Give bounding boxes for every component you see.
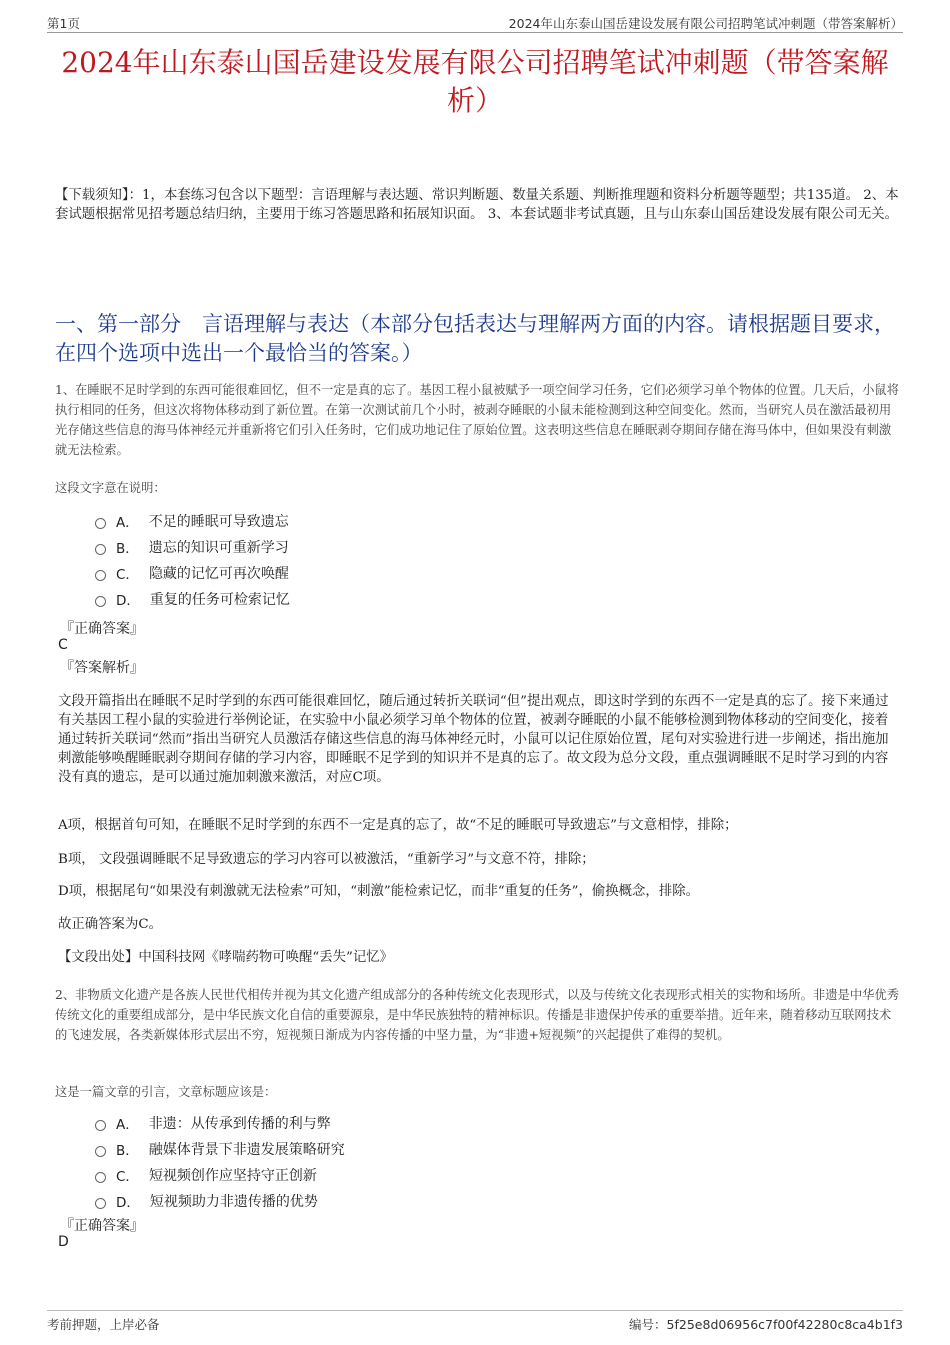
analysis-line-d: D项，根据尾句“如果没有刺激就无法检索”可知，“刺激”能检索记忆，而非“重复的任务”，偷换概念，排除。 bbox=[58, 884, 699, 899]
section-title: 一、第一部分 言语理解与表达（本部分包括表达与理解两方面的内容。请根据题目要求，在四个选项中选出一个最恰当的答案。） bbox=[55, 312, 895, 365]
option-text: 重复的任务可检索记忆 bbox=[149, 592, 290, 608]
option-text: 短视频创作应坚持守正创新 bbox=[148, 1168, 317, 1184]
option-letter: C． bbox=[116, 567, 139, 583]
option-letter: B． bbox=[116, 541, 139, 557]
analysis-line-b: B项， 文段强调睡眠不足导致遗忘的学习内容可以被激活，“重新学习”与文意不符，排除； bbox=[58, 852, 595, 867]
answer-value: C bbox=[58, 637, 68, 653]
code-value: 5f25e8d06956c7f00f42280c8ca4b1f3 bbox=[666, 1317, 903, 1332]
page-footer bbox=[47, 1310, 903, 1331]
analysis-label: 『答案解析』 bbox=[60, 660, 144, 676]
radio-icon[interactable] bbox=[95, 596, 106, 607]
option-b[interactable] bbox=[95, 534, 290, 560]
radio-icon[interactable] bbox=[95, 1120, 106, 1131]
question-2-prompt: 这是一篇文章的引言，文章标题应该是： bbox=[55, 1085, 277, 1099]
analysis-text: 文段开篇指出在睡眠不足时学到的东西可能很难回忆，随后通过转折关联词“但”提出观点，即这时学到的东西不一定是真的忘了。接下来通过有关基因工程小鼠的实验进行举例论证，在实验中小鼠必须学习单个物体的位置，被剥夺睡眠的小鼠不能够检测到物体移动的空间变化，接着通过转折关联词“然而”指出当研究人员激活存储这些信息的海马体神经元时，小鼠可以记住原始位置，尾句对实验进行进一步阐述，指出施加刺激能够唤醒睡眠剥夺期间存储的学习内容，即睡眠不足学到的知识并不是真的忘了。故文段为总分文段，重点强调睡眠不足时学习到的内容没有真的遗忘，是可以通过施加刺激来激活，对应C项。 bbox=[58, 694, 889, 785]
option-a[interactable] bbox=[95, 508, 290, 534]
analysis-conclusion: 故正确答案为C。 bbox=[58, 917, 162, 932]
radio-icon[interactable] bbox=[95, 1172, 106, 1183]
option-c[interactable] bbox=[95, 1162, 345, 1188]
page-header bbox=[47, 14, 903, 33]
answer-label: 『正确答案』 bbox=[60, 621, 144, 637]
question-1-text: 1、在睡眠不足时学到的东西可能很难回忆，但不一定是真的忘了。基因工程小鼠被赋予一项空间学习任务，它们必须学习单个物体的位置。几天后，小鼠将执行相同的任务，但这次将物体移动到了新位置。在第一次测试前几个小时，被剥夺睡眠的小鼠未能检测到这种空间变化。然而，当研究人员在激活最初用光存储这些信息的海马体神经元并重新将它们引入任务时，它们成功地记住了原始位置。这表明这些信息在睡眠剥夺期间存储在海马体中，但如果没有刺激就无法检索。 bbox=[55, 383, 900, 457]
radio-icon[interactable] bbox=[95, 544, 106, 555]
option-text: 遗忘的知识可重新学习 bbox=[148, 540, 289, 556]
option-letter: D． bbox=[116, 1195, 140, 1211]
option-letter: A． bbox=[116, 515, 139, 531]
footer-code bbox=[629, 1315, 903, 1333]
analysis-source: 【文段出处】中国科技网《哮喘药物可唤醒“丢失”记忆》 bbox=[58, 950, 394, 965]
option-d[interactable] bbox=[95, 586, 290, 612]
radio-icon[interactable] bbox=[95, 1198, 106, 1209]
header-doc-title: 2024年山东泰山国岳建设发展有限公司招聘笔试冲刺题（带答案解析） bbox=[508, 16, 903, 31]
document-title: 2024年山东泰山国岳建设发展有限公司招聘笔试冲刺题（带答案解析） bbox=[61, 46, 889, 117]
question-1-prompt: 这段文字意在说明： bbox=[55, 481, 166, 495]
option-letter: B． bbox=[116, 1143, 139, 1159]
option-a[interactable] bbox=[95, 1110, 345, 1136]
option-text: 隐藏的记忆可再次唤醒 bbox=[148, 566, 289, 582]
option-letter: D． bbox=[116, 593, 140, 609]
radio-icon[interactable] bbox=[95, 1146, 106, 1157]
page-number: 第1页 bbox=[47, 16, 80, 31]
radio-icon[interactable] bbox=[95, 518, 106, 529]
option-letter: A． bbox=[116, 1117, 139, 1133]
answer-label: 『正确答案』 bbox=[60, 1218, 144, 1234]
download-notice: 【下载须知】：1，本套练习包含以下题型：言语理解与表达题、常识判断题、数量关系题、判断推理题和资料分析题等题型；共135道。 2、本套试题根据常见招考题总结归纳，主要用于练习答题思路和拓展知识面。 3、本套试题非考试真题，且与山东泰山国岳建设发展有限公司无关。 bbox=[55, 188, 899, 222]
footer-slogan: 考前押题，上岸必备 bbox=[47, 1317, 160, 1332]
option-b[interactable] bbox=[95, 1136, 345, 1162]
question-2-text: 2、非物质文化遗产是各族人民世代相传并视为其文化遗产组成部分的各种传统文化表现形式，以及与传统文化表现形式相关的实物和场所。非遗是中华优秀传统文化的重要组成部分，是中华民族文化自信的重要源泉，是中华民族独特的精神标识。传播是非遗保护传承的重要举措。近年来，随着移动互联网技术的飞速发展，各类新媒体形式层出不穷，短视频日渐成为内容传播的中坚力量，为“非遗+短视频”的兴起提供了难得的契机。 bbox=[55, 988, 900, 1042]
option-text: 非遗：从传承到传播的利与弊 bbox=[148, 1116, 331, 1132]
question-2-options bbox=[95, 1110, 345, 1214]
question-1-options bbox=[95, 508, 290, 612]
option-letter: C． bbox=[116, 1169, 139, 1185]
code-label: 编号： bbox=[629, 1317, 667, 1332]
option-c[interactable] bbox=[95, 560, 290, 586]
answer-value: D bbox=[58, 1234, 69, 1250]
option-text: 融媒体背景下非遗发展策略研究 bbox=[148, 1142, 345, 1158]
option-d[interactable] bbox=[95, 1188, 345, 1214]
option-text: 不足的睡眠可导致遗忘 bbox=[148, 514, 289, 530]
analysis-line-a: A项，根据首句可知，在睡眠不足时学到的东西不一定是真的忘了，故“不足的睡眠可导致遗忘”与文意相悖，排除； bbox=[58, 818, 738, 833]
option-text: 短视频助力非遗传播的优势 bbox=[149, 1194, 318, 1210]
radio-icon[interactable] bbox=[95, 570, 106, 581]
